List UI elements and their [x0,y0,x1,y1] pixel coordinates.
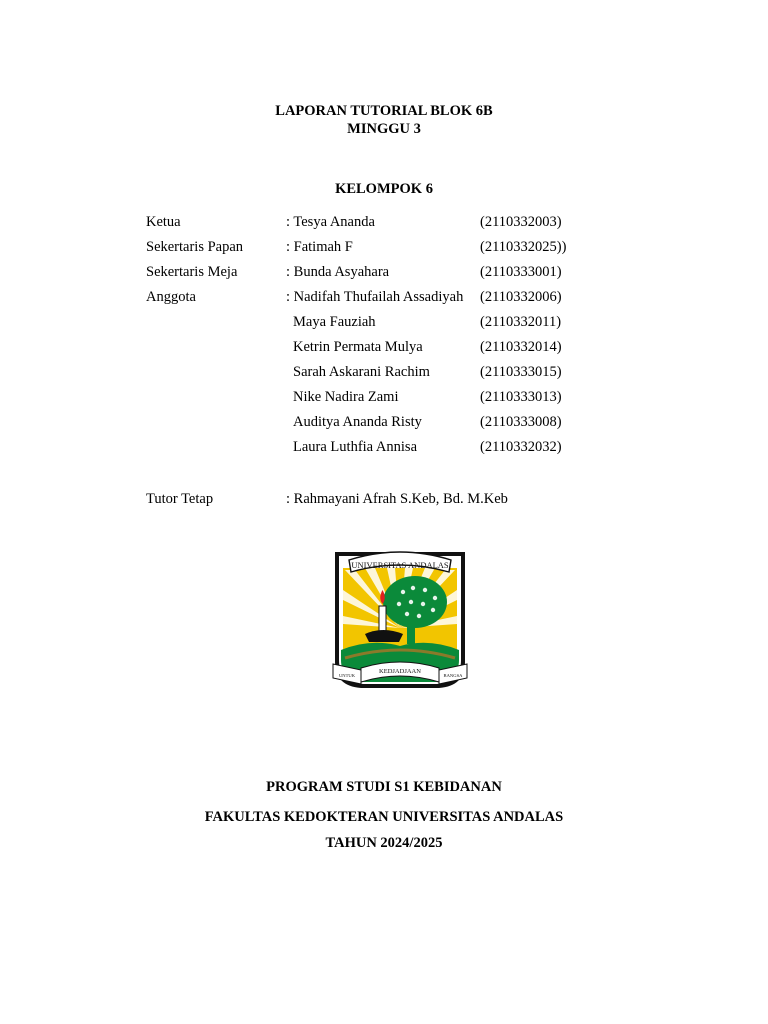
report-title: LAPORAN TUTORIAL BLOK 6B [275,103,493,119]
member-row [146,313,626,338]
member-list [146,213,626,463]
member-nim: (2110332014) [480,339,562,355]
member-nim: (2110333013) [480,389,562,405]
member-name: : Bunda Asyahara [286,264,390,280]
program-title: PROGRAM STUDI S1 KEBIDANAN [266,779,502,795]
member-name: Maya Fauziah [293,314,376,330]
member-row [146,363,626,388]
member-row [146,338,626,363]
ribbon-left-text: UNTUK [338,673,356,678]
member-nim: (2110332011) [480,314,562,330]
university-logo-svg [331,546,469,694]
member-nim: (2110333001) [480,264,562,280]
member-nim: (2110332032) [480,439,562,455]
member-row [146,413,626,438]
member-nim: (2110333015) [480,364,562,380]
year-title: TAHUN 2024/2025 [325,835,443,851]
member-role: Anggota [146,289,196,305]
member-row [146,263,626,288]
member-nim: (2110332006) [480,289,562,305]
tutor-name: : Rahmayani Afrah S.Keb, Bd. M.Keb [286,491,508,507]
member-name: : Fatimah F [286,239,353,255]
member-role: Sekertaris Meja [146,264,238,280]
group-title: KELOMPOK 6 [335,181,433,197]
member-name: : Nadifah Thufailah Assadiyah [286,289,464,305]
member-nim: (2110333008) [480,414,562,430]
member-name: : Tesya Ananda [286,214,375,230]
ribbon-right-text: BANGSA [443,673,463,678]
member-row [146,238,626,263]
tree-icon [383,576,447,628]
university-logo [331,546,469,694]
member-nim: (2110332025)) [480,239,567,255]
candle-icon [379,606,386,632]
member-name: Auditya Ananda Risty [293,414,422,430]
member-row [146,438,626,463]
tutor-label: Tutor Tetap [146,491,214,507]
member-row [146,213,626,238]
member-name: Nike Nadira Zami [293,389,399,405]
banner-text: UNIVERSITAS ANDALAS [351,560,449,570]
ribbon-center-text: KEDJADJAAN [379,668,421,675]
report-week: MINGGU 3 [347,121,421,137]
member-row [146,288,626,313]
member-row [146,388,626,413]
member-name: Ketrin Permata Mulya [293,339,423,355]
member-role: Sekertaris Papan [146,239,244,255]
member-name: Laura Luthfia Annisa [293,439,418,455]
member-name: Sarah Askarani Rachim [293,364,430,380]
faculty-title: FAKULTAS KEDOKTERAN UNIVERSITAS ANDALAS [204,809,564,825]
member-nim: (2110332003) [480,214,562,230]
member-role: Ketua [146,214,181,230]
